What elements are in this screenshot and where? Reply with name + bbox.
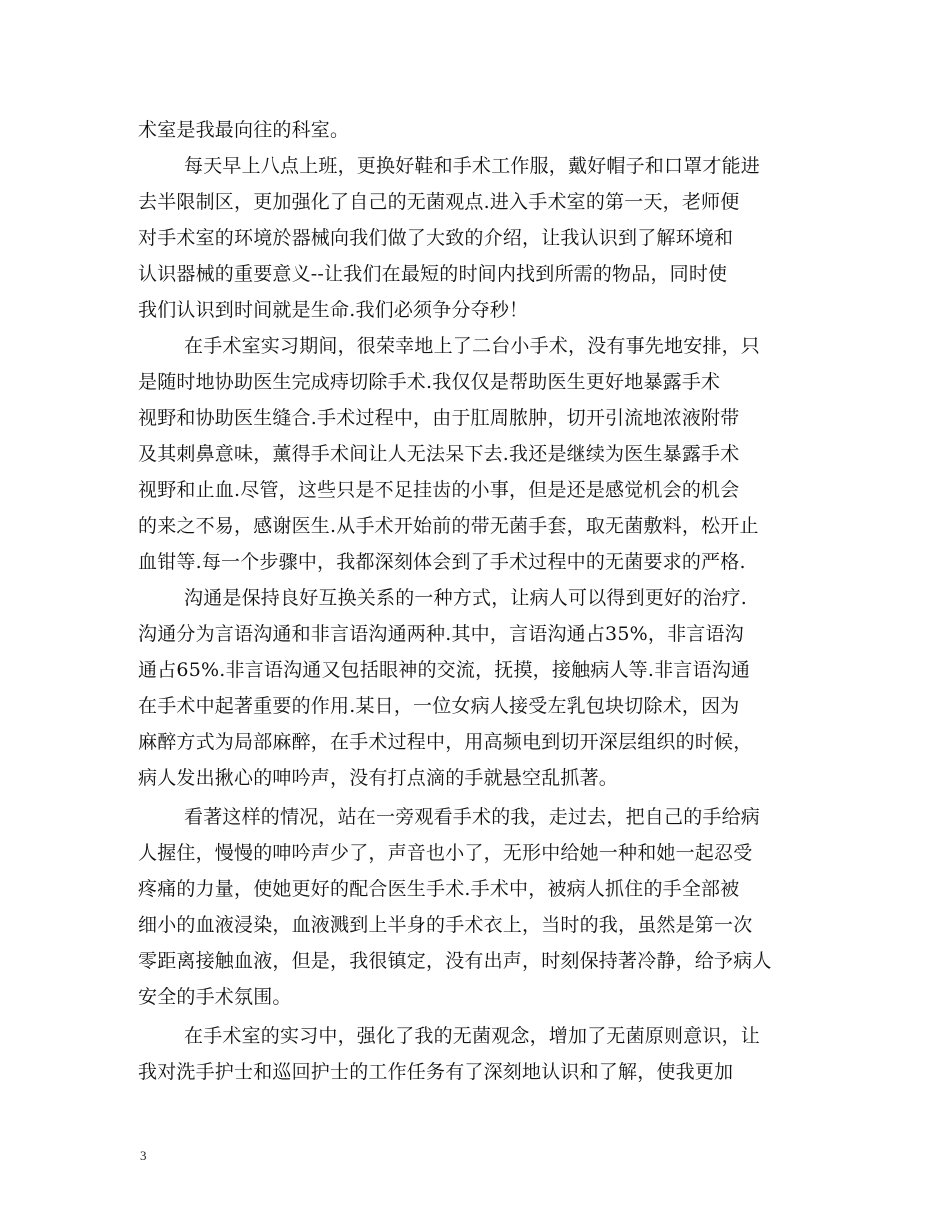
text-line: 对手术室的环境於器械向我们做了大致的介绍，让我认识到了解环境和 <box>138 227 734 249</box>
text-line: 血钳等.每一个步骤中，我都深刻体会到了手术过程中的无菌要求的严格. <box>138 551 746 573</box>
text-line: 我对洗手护士和巡回护士的工作任务有了深刻地认识和了解，使我更加 <box>138 1061 734 1083</box>
text-line: 术室是我最向往的科室。 <box>138 119 350 141</box>
text-line: 看著这样的情况，站在一旁观看手术的我，走过去，把自己的手给病 <box>184 806 761 828</box>
text-line: 视野和止血.尽管，这些只是不足挂齿的小事，但是还是感觉机会的机会 <box>138 479 740 501</box>
text-line: 的来之不易，感谢医生.从手术开始前的带无菌手套，取无菌敷料，松开止 <box>138 515 759 537</box>
text-line: 每天早上八点上班，更换好鞋和手术工作服，戴好帽子和口罩才能进 <box>184 155 761 177</box>
text-line: 人握住，慢慢的呻吟声少了，声音也小了，无形中给她一种和她一起忍受 <box>138 842 753 864</box>
text-line: 及其刺鼻意味，薰得手术间让人无法呆下去.我还是继续为医生暴露手术 <box>138 443 740 465</box>
text-line: 沟通是保持良好互换关系的一种方式，让病人可以得到更好的治疗. <box>184 587 748 609</box>
text-line: 去半限制区，更加强化了自己的无菌观点.进入手术室的第一天，老师便 <box>138 191 740 213</box>
text-line: 麻醉方式为局部麻醉，在手术过程中，用高频电到切开深层组织的时候， <box>138 731 753 753</box>
text-line: 在手术室的实习中，强化了我的无菌观念，增加了无菌原则意识，让 <box>184 1025 761 1047</box>
text-line: 认识器械的重要意义--让我们在最短的时间内找到所需的物品，同时使 <box>138 263 728 285</box>
text-line: 通占65%.非言语沟通又包括眼神的交流，抚摸，接触病人等.非言语沟通 <box>138 659 751 681</box>
text-line: 细小的血液浸染，血液溅到上半身的手术衣上，当时的我，虽然是第一次 <box>138 914 753 936</box>
text-line: 是随时地协助医生完成痔切除手术.我仅仅是帮助医生更好地暴露手术 <box>138 371 721 393</box>
page-number: 3 <box>140 1148 147 1163</box>
text-line: 沟通分为言语沟通和非言语沟通两种.其中，言语沟通占35%，非言语沟 <box>138 623 744 645</box>
text-line: 安全的手术氛围。 <box>138 986 292 1008</box>
text-line: 我们认识到时间就是生命.我们必须争分夺秒！ <box>138 299 529 321</box>
text-line: 疼痛的力量，使她更好的配合医生手术.手术中，被病人抓住的手全部被 <box>138 878 740 900</box>
text-line: 在手术中起著重要的作用.某日，一位女病人接受左乳包块切除术，因为 <box>138 695 740 717</box>
text-line: 病人发出揪心的呻吟声，没有打点滴的手就悬空乱抓著。 <box>138 767 619 789</box>
text-line: 零距离接触血液，但是，我很镇定，没有出声，时刻保持著冷静，给予病人 <box>138 950 772 972</box>
text-line: 在手术室实习期间，很荣幸地上了二台小手术，没有事先地安排，只 <box>184 335 761 357</box>
text-line: 视野和协助医生缝合.手术过程中，由于肛周脓肿，切开引流地浓液附带 <box>138 407 740 429</box>
